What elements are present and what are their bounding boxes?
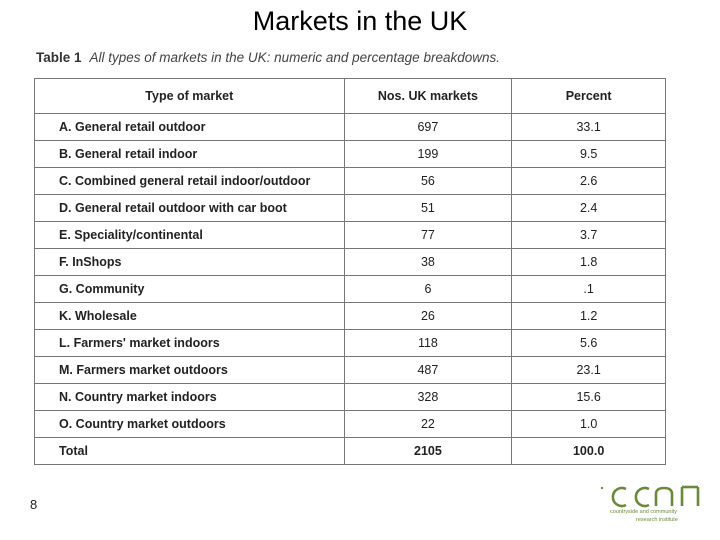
markets-table: [34, 78, 666, 465]
market-count-cell: 328: [344, 384, 512, 411]
market-percent-cell: 1.8: [512, 249, 666, 276]
total-percent-cell: 100.0: [512, 438, 666, 465]
table-caption-label: Table 1: [36, 50, 82, 65]
market-percent-cell: 33.1: [512, 114, 666, 141]
table-row: [35, 384, 666, 411]
market-count-cell: 6: [344, 276, 512, 303]
market-type-cell: K. Wholesale: [35, 303, 345, 330]
market-percent-cell: 2.6: [512, 168, 666, 195]
market-percent-cell: 2.4: [512, 195, 666, 222]
market-count-cell: 118: [344, 330, 512, 357]
market-type-cell: O. Country market outdoors: [35, 411, 345, 438]
table-row: [35, 330, 666, 357]
logo-tagline-1: countryside and community: [610, 509, 677, 515]
market-count-cell: 487: [344, 357, 512, 384]
column-header-percent: Percent: [512, 79, 666, 114]
market-type-cell: N. Country market indoors: [35, 384, 345, 411]
table-row: [35, 114, 666, 141]
market-type-cell: G. Community: [35, 276, 345, 303]
table-row: [35, 303, 666, 330]
market-percent-cell: 15.6: [512, 384, 666, 411]
column-header-type: Type of market: [35, 79, 345, 114]
market-type-cell: M. Farmers market outdoors: [35, 357, 345, 384]
table-row: [35, 411, 666, 438]
slide-title: Markets in the UK: [252, 6, 468, 36]
logo-tagline-2: research institute: [636, 517, 678, 523]
market-type-cell: B. General retail indoor: [35, 141, 345, 168]
market-percent-cell: 1.2: [512, 303, 666, 330]
market-count-cell: 56: [344, 168, 512, 195]
market-type-cell: L. Farmers' market indoors: [35, 330, 345, 357]
market-type-cell: A. General retail outdoor: [35, 114, 345, 141]
table-row: [35, 141, 666, 168]
table-row: [35, 168, 666, 195]
table-caption: [36, 50, 500, 65]
table-header-row: [35, 79, 666, 114]
market-percent-cell: 3.7: [512, 222, 666, 249]
table-row: [35, 357, 666, 384]
market-type-cell: F. InShops: [35, 249, 345, 276]
ccri-logo-mark: [598, 484, 702, 508]
table-caption-text: All types of markets in the UK: numeric and percentage breakdowns.: [89, 50, 500, 65]
market-percent-cell: 9.5: [512, 141, 666, 168]
market-count-cell: 697: [344, 114, 512, 141]
table-row: [35, 222, 666, 249]
market-percent-cell: 23.1: [512, 357, 666, 384]
market-count-cell: 199: [344, 141, 512, 168]
market-percent-cell: 1.0: [512, 411, 666, 438]
market-type-cell: C. Combined general retail indoor/outdoor: [35, 168, 345, 195]
market-type-cell: E. Speciality/continental: [35, 222, 345, 249]
market-count-cell: 26: [344, 303, 512, 330]
market-count-cell: 38: [344, 249, 512, 276]
market-count-cell: 77: [344, 222, 512, 249]
market-percent-cell: 5.6: [512, 330, 666, 357]
market-type-cell: D. General retail outdoor with car boot: [35, 195, 345, 222]
total-label-cell: Total: [35, 438, 345, 465]
table-row: [35, 195, 666, 222]
column-header-count: Nos. UK markets: [344, 79, 512, 114]
table-row: [35, 276, 666, 303]
market-count-cell: 51: [344, 195, 512, 222]
ccri-logo: [598, 484, 702, 528]
table-total-row: [35, 438, 666, 465]
page-number: 8: [30, 497, 38, 512]
total-count-cell: 2105: [344, 438, 512, 465]
market-percent-cell: .1: [512, 276, 666, 303]
market-count-cell: 22: [344, 411, 512, 438]
table-row: [35, 249, 666, 276]
